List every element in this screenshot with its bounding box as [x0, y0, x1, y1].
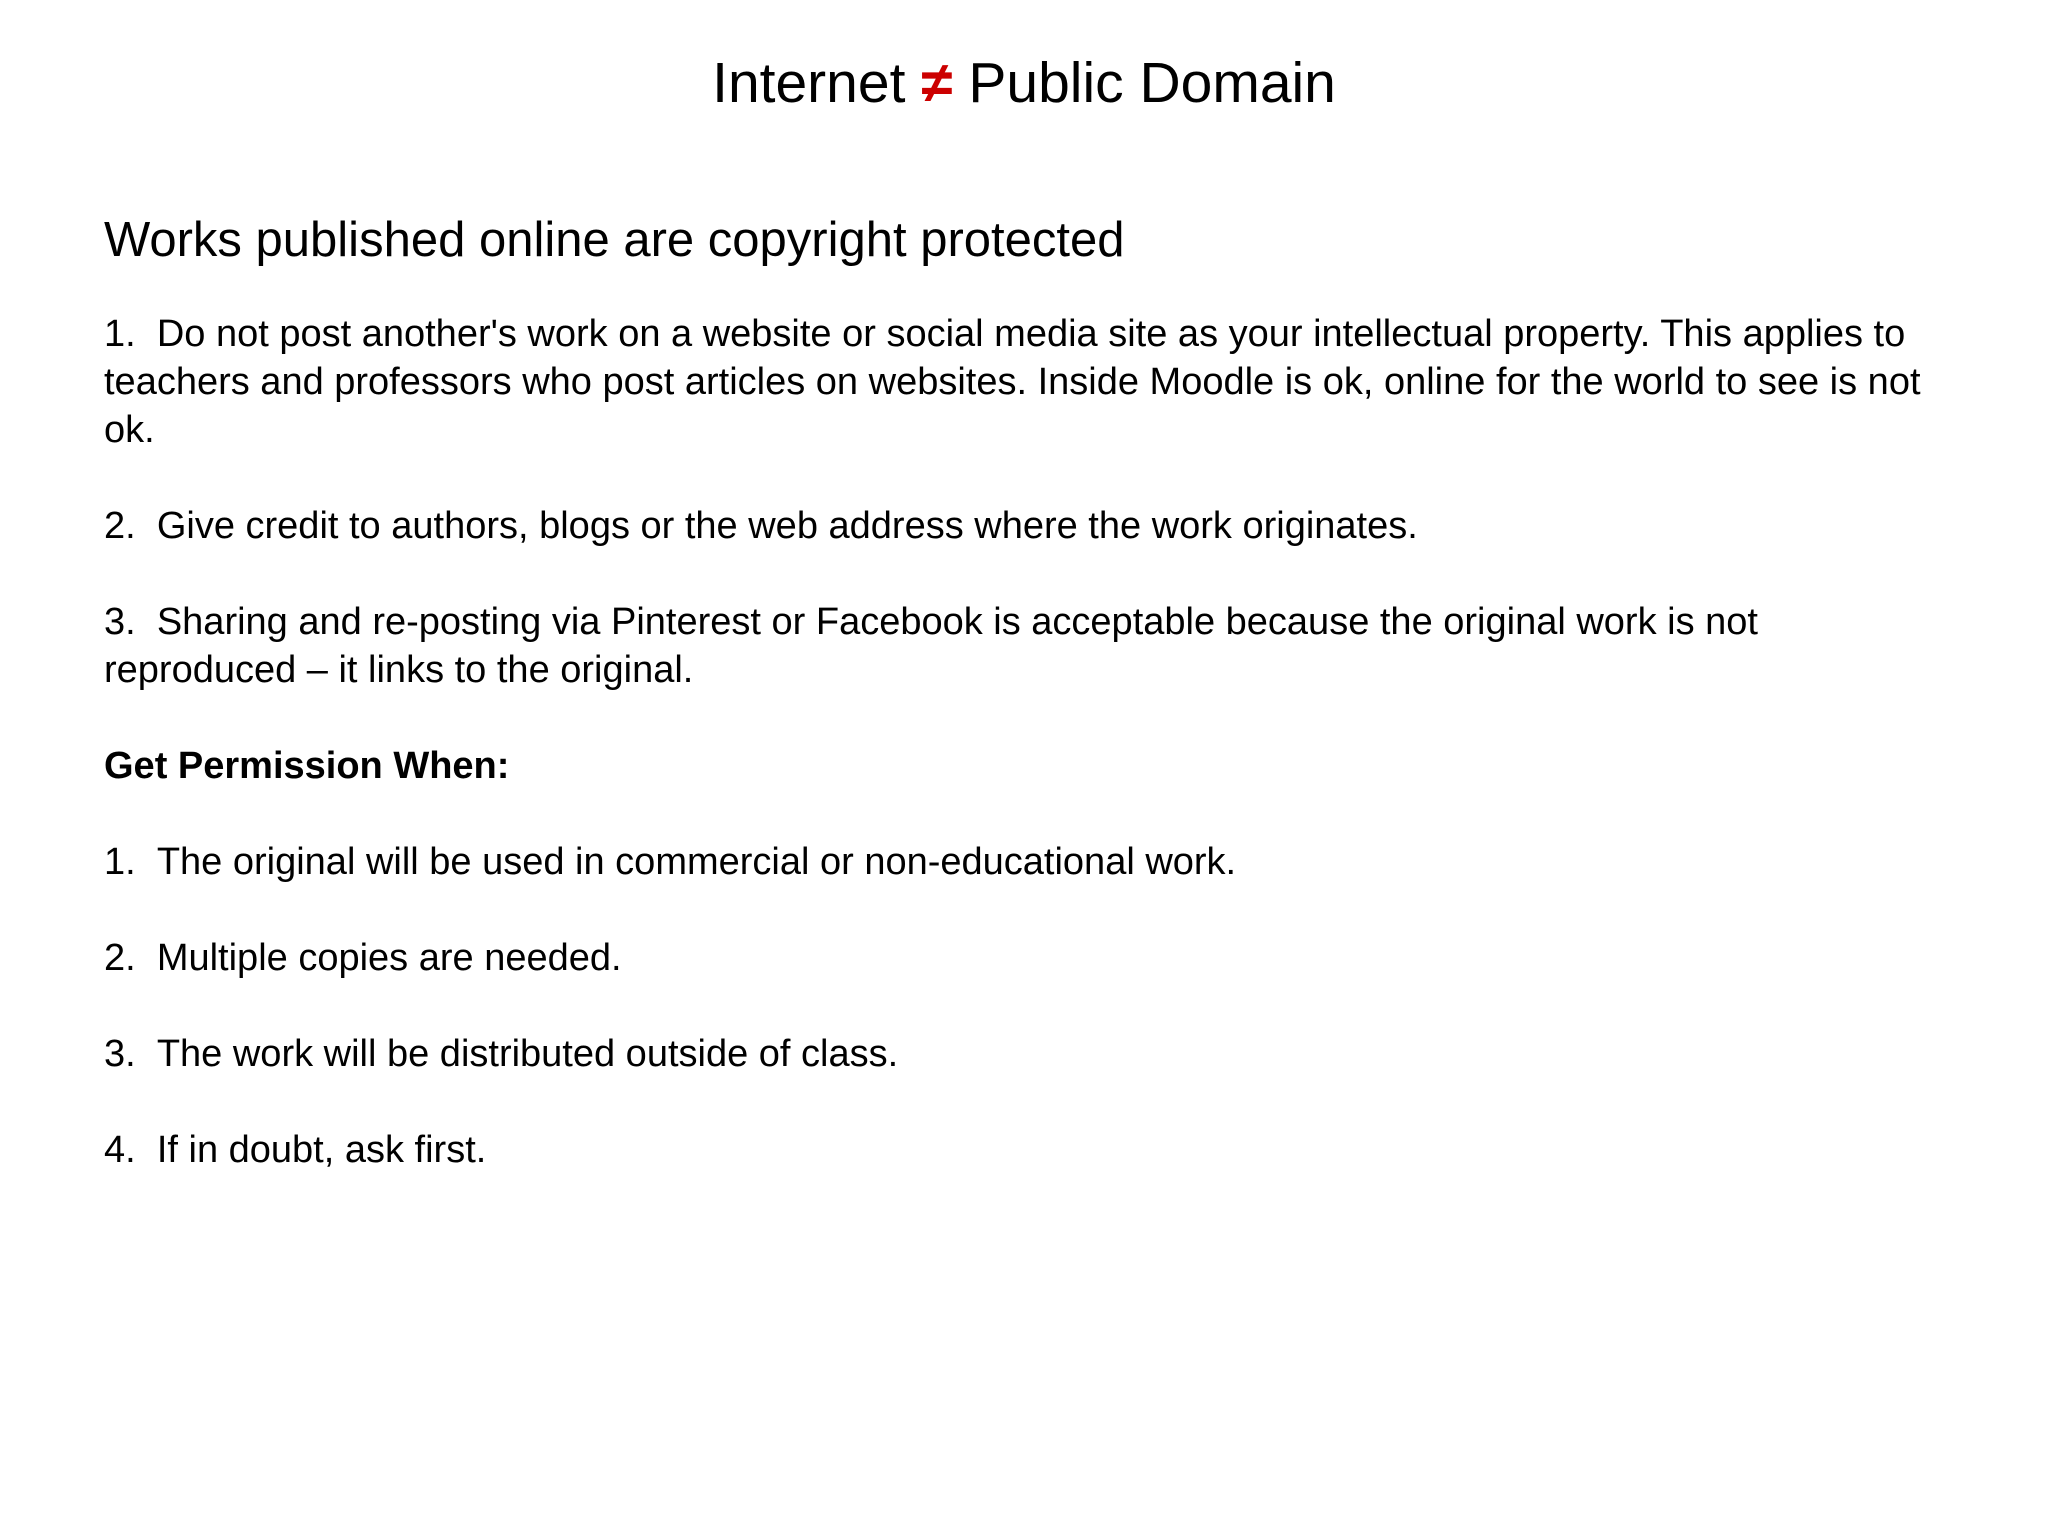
permission-text: The work will be distributed outside of class. — [156, 1033, 899, 1075]
permission-number: 4. — [104, 1129, 136, 1171]
rule-item-1 — [104, 310, 1944, 454]
permission-number: 1. — [104, 841, 136, 883]
rule-number: 2. — [104, 505, 136, 547]
slide-content — [104, 210, 1944, 1222]
rule-number: 1. — [104, 313, 136, 355]
permission-text: The original will be used in commercial or non-educational work. — [156, 841, 1237, 883]
rule-text: Do not post another's work on a website or social media site as your intellectual property. This applies to teachers and professors who post articles on websites. Inside Moodle is ok, online for the world to see is not ok. — [104, 313, 1921, 451]
subtitle: Works published online are copyright protected — [104, 213, 1125, 267]
permission-heading: Get Permission When: — [104, 745, 510, 787]
not-equal-symbol: ≠ — [921, 51, 953, 115]
permission-text: Multiple copies are needed. — [156, 937, 622, 979]
rule-number: 3. — [104, 601, 136, 643]
rule-item-2 — [104, 502, 1944, 550]
title-before: Internet — [712, 51, 922, 115]
permission-item-4 — [104, 1126, 1944, 1174]
rule-text: Sharing and re-posting via Pinterest or Facebook is acceptable because the original work is not reproduced – it links to the original. — [104, 601, 1758, 691]
permission-text: If in doubt, ask first. — [156, 1129, 487, 1171]
page-title — [0, 50, 2048, 116]
permission-number: 2. — [104, 937, 136, 979]
title-after: Public Domain — [952, 51, 1336, 115]
rule-text: Give credit to authors, blogs or the web address where the work originates. — [156, 505, 1418, 547]
permission-number: 3. — [104, 1033, 136, 1075]
rule-item-3 — [104, 598, 1944, 694]
permission-item-2 — [104, 934, 1944, 982]
permission-item-1 — [104, 838, 1944, 886]
permission-item-3 — [104, 1030, 1944, 1078]
